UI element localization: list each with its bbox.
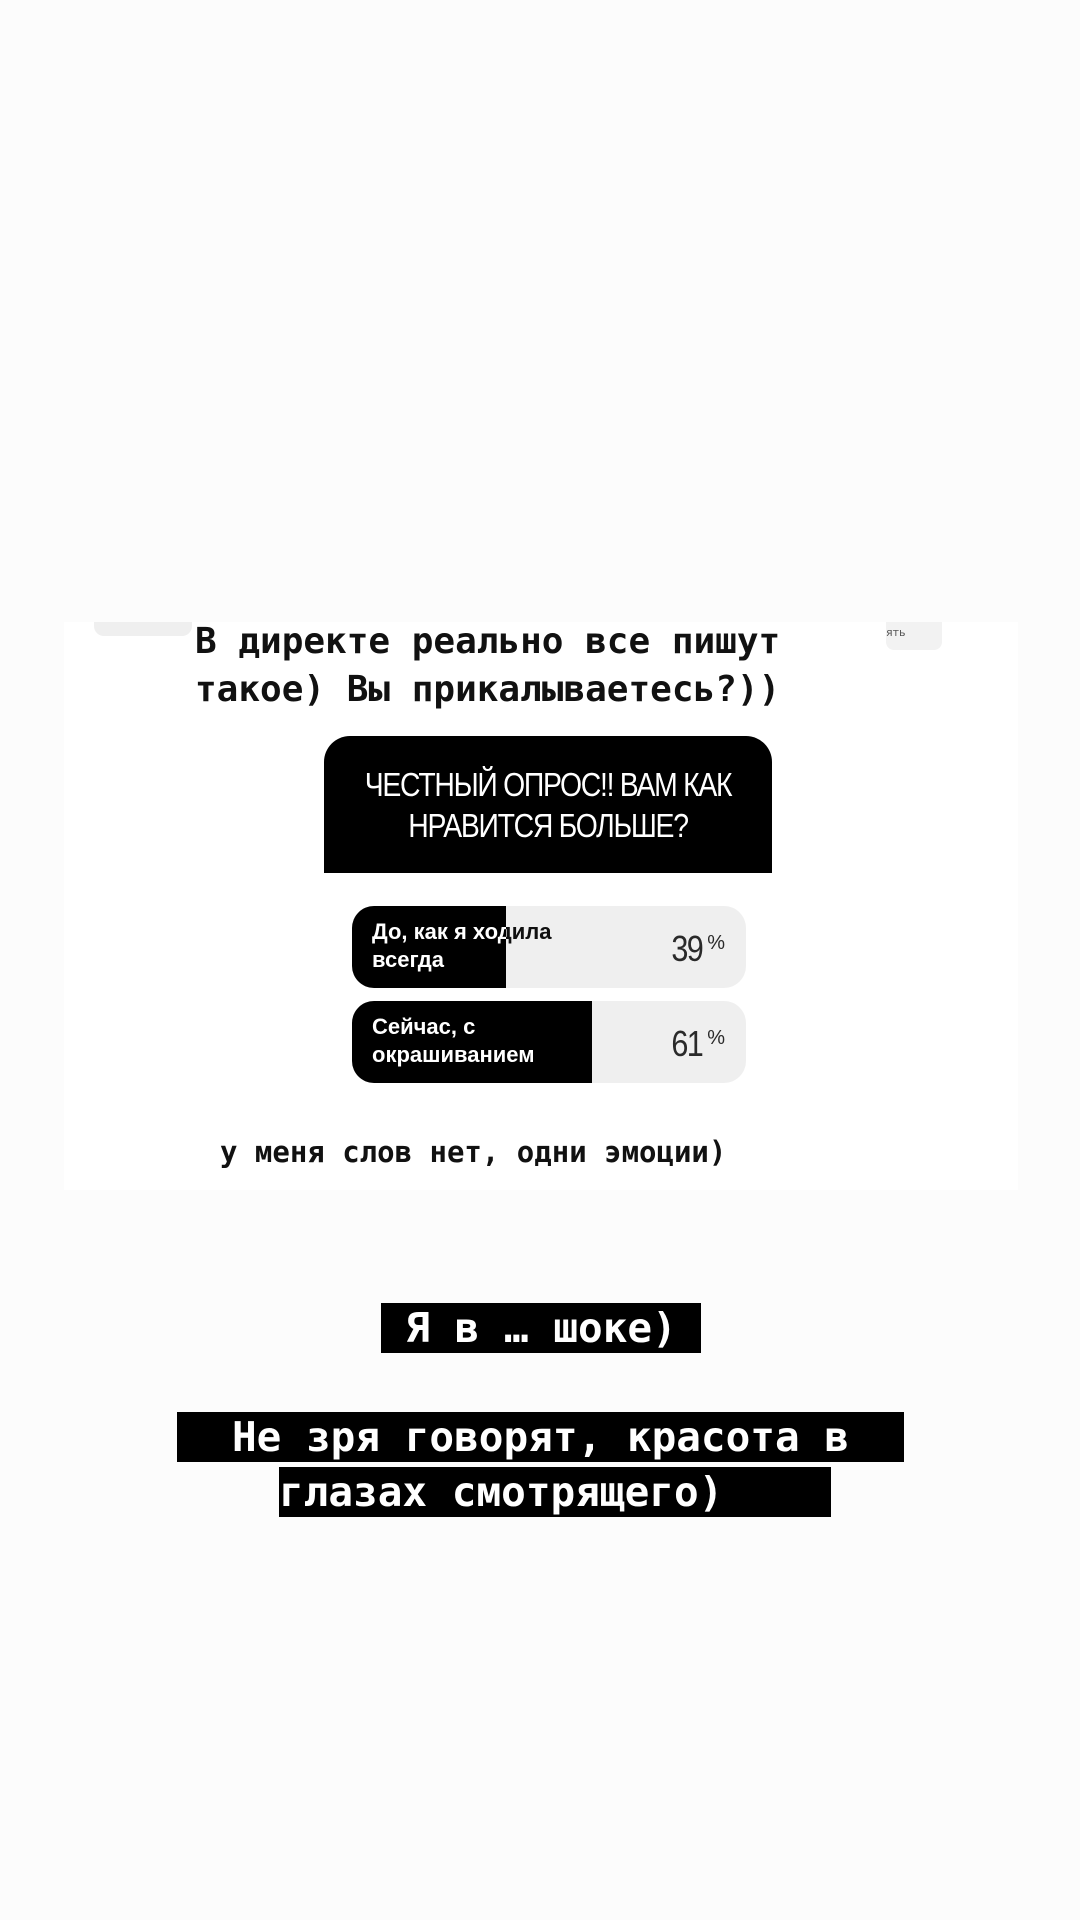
story-text-line2: Не зря говорят, красота в bbox=[177, 1412, 904, 1462]
screenshot-caption-line2: такое) Вы прикалываетесь?)) bbox=[195, 669, 781, 710]
percent-sign: % bbox=[707, 932, 725, 954]
cropped-bubble-text: ять bbox=[886, 626, 906, 639]
poll-options bbox=[324, 873, 772, 1099]
poll-option-label: До, как я ходила всегда bbox=[372, 919, 552, 972]
percent-sign: % bbox=[707, 1027, 725, 1049]
poll-option-before[interactable] bbox=[352, 906, 746, 988]
poll-option-percent: 61 bbox=[671, 1023, 702, 1064]
poll-question-header bbox=[324, 736, 772, 873]
poll-option-percent: 39 bbox=[671, 928, 702, 969]
poll-question: ЧЕСТНЫЙ ОПРОС!! ВАМ КАК НРАВИТСЯ БОЛЬШЕ? bbox=[364, 765, 732, 844]
story-text-line1: Я в … шоке) bbox=[381, 1303, 701, 1353]
screenshot-caption bbox=[195, 618, 935, 714]
cropped-bubble-left bbox=[94, 622, 192, 636]
poll-option-label: Сейчас, с окрашиванием bbox=[372, 1014, 535, 1067]
story-text-line3: глазах смотрящего) bbox=[279, 1467, 831, 1517]
poll-option-now[interactable] bbox=[352, 1001, 746, 1083]
screenshot-footer-text: у меня слов нет, одни эмоции) bbox=[220, 1135, 727, 1169]
screenshot-caption-line1: В директе реально все пишут bbox=[195, 621, 781, 662]
